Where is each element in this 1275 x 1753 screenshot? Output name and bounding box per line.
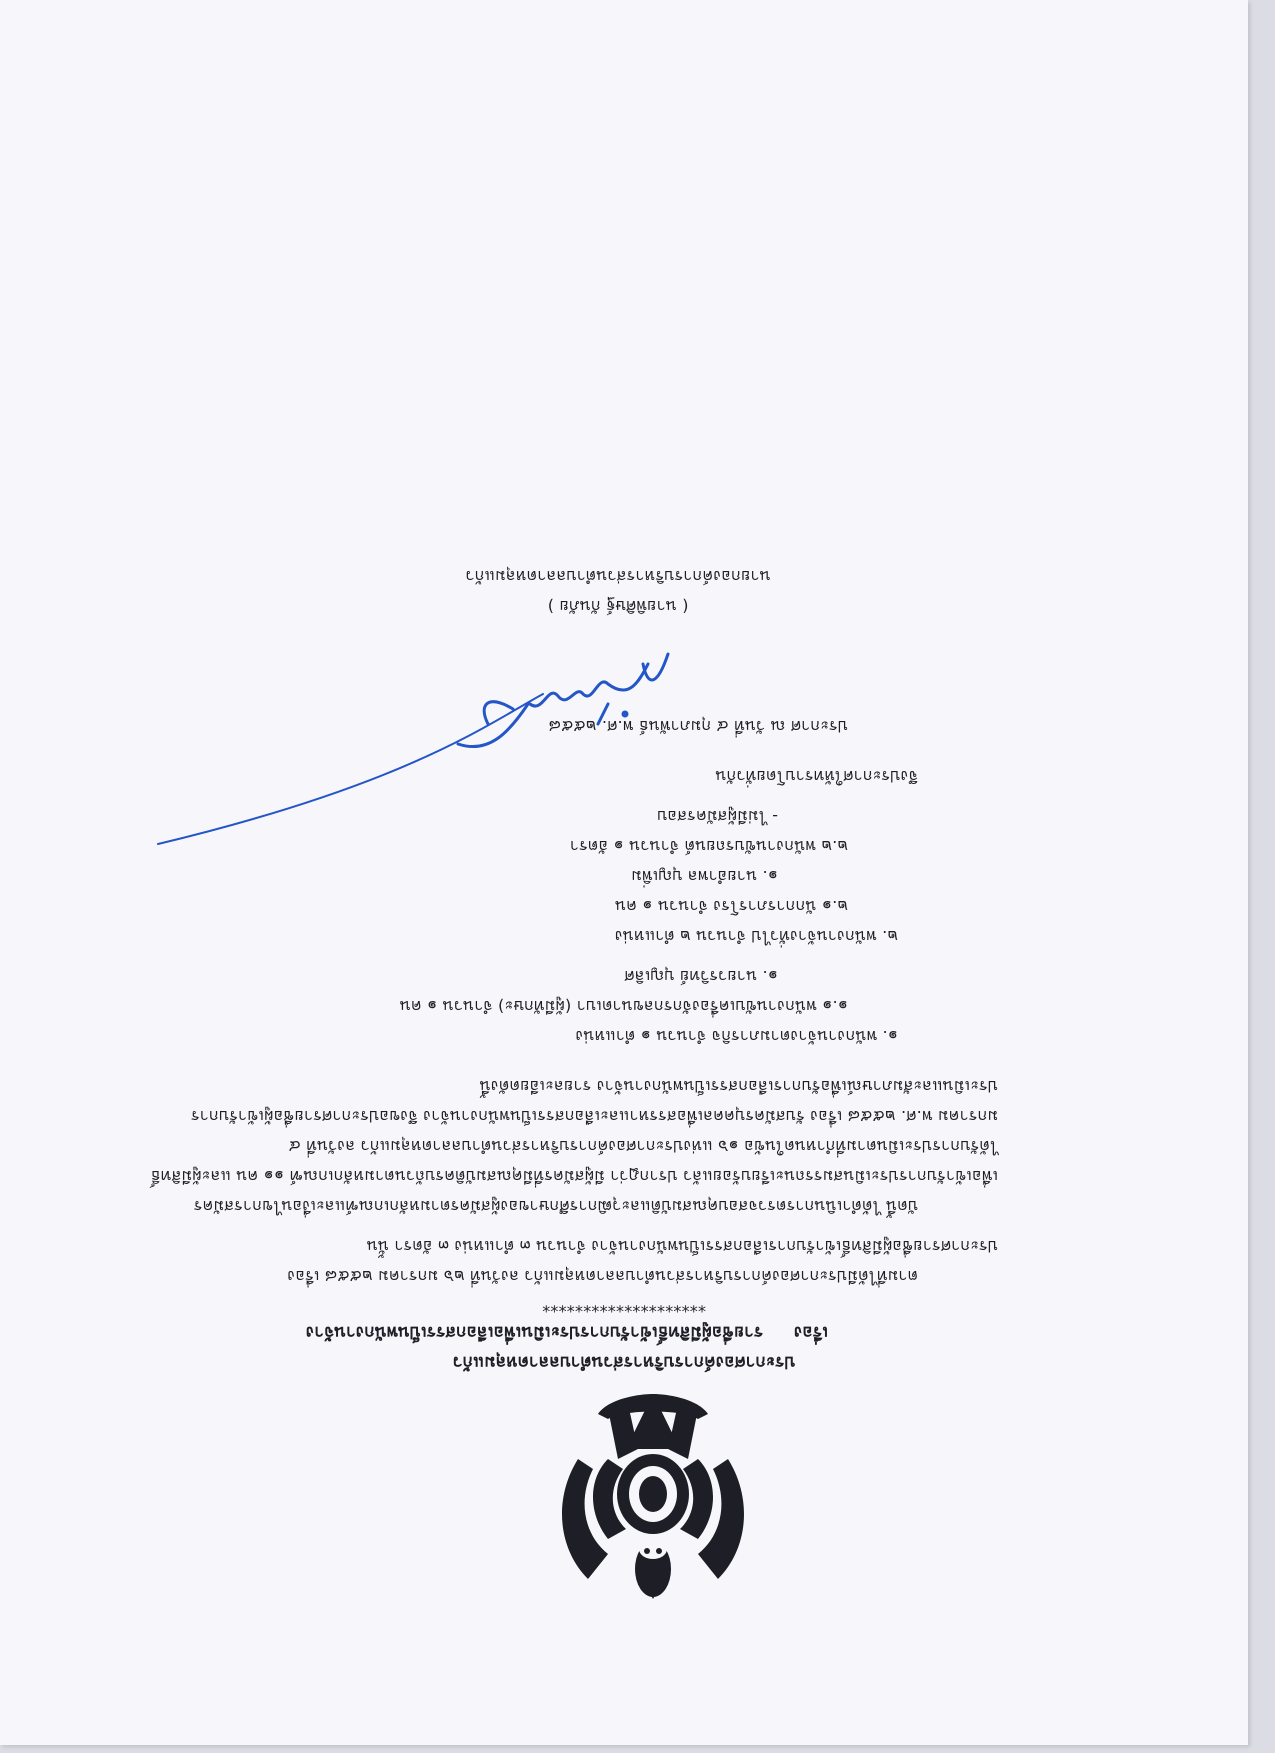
- signatory-name: ( นายพิศิษฐ์ กันภัย ): [547, 597, 689, 616]
- position-item: ๒. พนักงานจ้างทั่วไป จำนวน ๒ ตำแหน่ง: [614, 927, 898, 946]
- position-item: ๒.๑ นักการภารโรง จำนวน ๑ คน: [614, 897, 848, 916]
- body-paragraph-line: เพื่อเข้ารับการประเมินสมรรถนะเรียบร้อยแล้ว ปรากฏว่า มีผู้สมัครที่มีคุณสมบัติครบถ้วนตามหลักเกณฑ์ ๑๑ คน และผู้มีสิทธิ์: [150, 1167, 998, 1186]
- subject-line: [306, 1322, 828, 1342]
- separator: ********************: [542, 1297, 706, 1316]
- body-paragraph-line: ได้รับการประเมินตามที่กำหนดในข้อ ๑๖ แห่งประกาศองค์การบริหารส่วนตำบลลาดหลุมแก้ว ลงวันที่ ๔: [288, 1137, 998, 1156]
- body-paragraph-line: ประกาศรายชื่อผู้มีสิทธิ์เข้ารับการเลือกสรรเป็นพนักงานจ้าง จำนวน ๓ ตำแหน่ง ๓ อัตรา นั้น: [366, 1237, 998, 1256]
- closing-statement: จึงประกาศให้ทราบโดยทั่วกัน: [715, 767, 918, 786]
- announcement-date: ประกาศ ณ วันที่ ๔ กุมภาพันธ์ พ.ศ. ๒๕๕๘: [548, 717, 848, 736]
- subject-text: รายชื่อผู้มีสิทธิ์เข้ารับการประเมินเพื่อเลือกสรรเป็นพนักงานจ้าง: [305, 1322, 764, 1342]
- no-applicant-note: - ไม่มีผู้สมัครสอบ: [656, 807, 778, 826]
- body-paragraph-line: บัดนี้ ได้ดำเนินการตรวจสอบคุณสมบัติและวุฒิการศึกษาของผู้สมัครตามหลักเกณฑ์และเงื่อนไขการสมัคร: [193, 1197, 918, 1216]
- candidate-name: ๑. นายวรวิทย์ บุญเลิศ: [624, 967, 778, 986]
- subject-label: เรื่อง: [793, 1322, 828, 1342]
- candidate-name: ๑. นายอำพล บุญเพิ่ม: [630, 867, 778, 886]
- body-paragraph-line: มกราคม พ.ศ. ๒๕๕๘ เรื่อง รับสมัครบุคคลเพื่อสรรหาและเลือกสรรเป็นพนักงานจ้าง จึงขอประกาศรายชื่อผู้เข้ารับการ: [190, 1107, 998, 1126]
- position-item: ๑. พนักงานจ้างตามภารกิจ จำนวน ๑ ตำแหน่ง: [575, 1027, 898, 1046]
- signatory-position: นายกองค์การบริหารส่วนตำบลลาดหลุมแก้ว: [465, 567, 771, 586]
- garuda-emblem-icon: [548, 1389, 758, 1609]
- position-item: ๒.๒ พนักงานขับรถยนต์ จำนวน ๑ อัตรา: [569, 837, 848, 856]
- body-paragraph-line: ตามที่ได้มีประกาศองค์การบริหารส่วนตำบลลาดหลุมแก้ว ลงวันที่ ๒๖ มกราคม ๒๕๕๘ เรื่อง: [287, 1267, 918, 1286]
- page-title: ประกาศองค์การบริหารส่วนตำบลลาดหลุมแก้ว: [452, 1352, 796, 1372]
- position-item: ๑.๑ พนักงานขับเครื่องจักรกลขนาดเบา (ผู้มีทักษะ) จำนวน ๑ คน: [399, 997, 848, 1016]
- body-paragraph-line: ประเมินและสัมภาษณ์เพื่อรับการเลือกสรรเป็นพนักงานจ้าง รายละเอียดดังนี้: [479, 1077, 998, 1096]
